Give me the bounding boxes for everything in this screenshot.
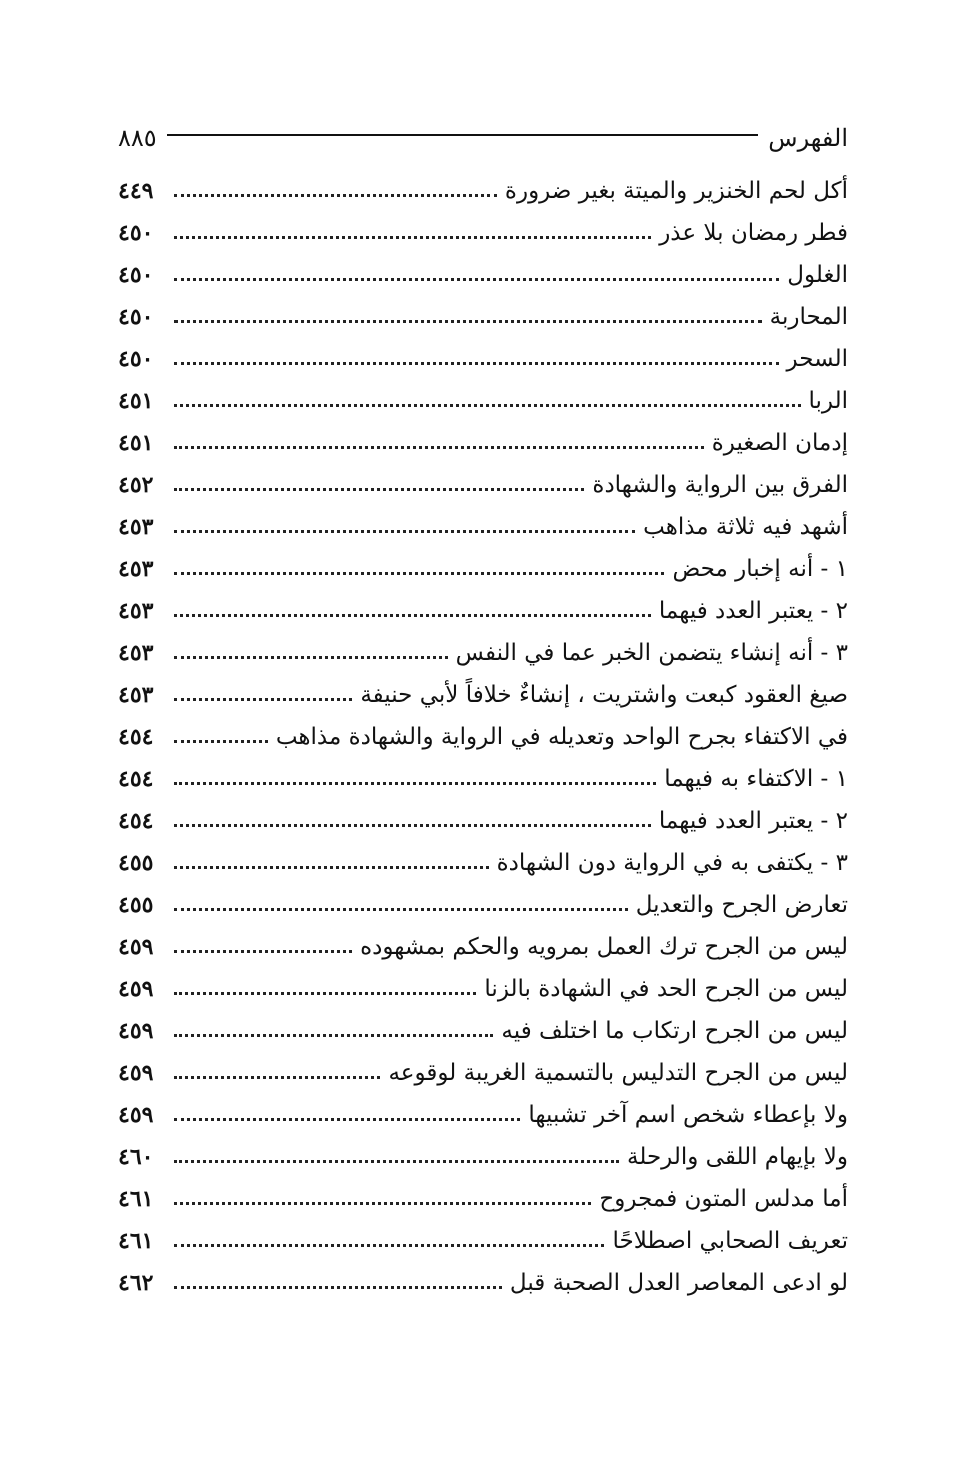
toc-entry [118, 1094, 848, 1136]
toc-entry-title: الغلول [787, 262, 848, 288]
dot-leader [174, 446, 704, 449]
toc-entry-title: تعارض الجرح والتعديل [635, 892, 848, 918]
running-header-title: الفهرس [768, 124, 848, 152]
toc-entry-title: ٢ - يعتبر العدد فيهما [658, 598, 848, 624]
toc-entry [118, 1136, 848, 1178]
toc-entry [118, 1010, 848, 1052]
toc-entry-title: ٣ - أنه إنشاء يتضمن الخبر عما في النفس [455, 640, 848, 666]
toc-entry-page: ٤٦١ [118, 1186, 154, 1212]
toc-entry [118, 926, 848, 968]
dot-leader [174, 1202, 591, 1205]
toc-entry [118, 338, 848, 380]
dot-leader [174, 488, 584, 491]
dot-leader [174, 992, 476, 995]
toc-entry [118, 632, 848, 674]
toc-entry [118, 548, 848, 590]
toc-entry-title: ١ - أنه إخبار محض [672, 556, 848, 582]
dot-leader [174, 1244, 604, 1247]
toc-entry [118, 254, 848, 296]
dot-leader [174, 404, 801, 407]
toc-entry [118, 464, 848, 506]
dot-leader [174, 572, 664, 575]
toc-entry-page: ٤٥٣ [118, 640, 154, 666]
toc-entry [118, 968, 848, 1010]
toc-entry-title: ٣ - يكتفى به في الرواية دون الشهادة [496, 850, 848, 876]
toc-entry [118, 1262, 848, 1304]
toc-entry-page: ٤٤٩ [118, 178, 154, 204]
toc-entry [118, 590, 848, 632]
toc-entry-title: أكل لحم الخنزير والميتة بغير ضرورة [504, 178, 848, 204]
toc-entry-page: ٤٥٥ [118, 892, 154, 918]
header-rule [167, 134, 759, 136]
dot-leader [174, 320, 762, 323]
toc-entry-page: ٤٥٤ [118, 766, 154, 792]
dot-leader [174, 362, 779, 365]
toc-entry-title: تعريف الصحابي اصطلاحًا [612, 1228, 848, 1254]
toc-entry-page: ٤٥٣ [118, 514, 154, 540]
toc-entry-title: المحاربة [769, 304, 848, 330]
toc-entry-page: ٤٥٣ [118, 556, 154, 582]
toc-entry-title: الفرق بين الرواية والشهادة [592, 472, 848, 498]
toc-entry-title: أما مدلس المتون فمجروح [599, 1186, 848, 1212]
toc-entry-page: ٤٥٥ [118, 850, 154, 876]
running-header [118, 118, 848, 158]
toc-entry-page: ٤٦٢ [118, 1270, 154, 1296]
toc-entry [118, 716, 848, 758]
toc-entry-title: ١ - الاكتفاء به فيهما [664, 766, 848, 792]
toc-entry-title: أشهد فيه ثلاثة مذاهب [643, 514, 848, 540]
toc-entry-page: ٤٥١ [118, 430, 154, 456]
dot-leader [174, 1286, 502, 1289]
toc-entry-title: فطر رمضان بلا عذر [659, 220, 848, 246]
dot-leader [174, 1076, 380, 1079]
toc-entry-title: إدمان الصغيرة [711, 430, 848, 456]
dot-leader [174, 866, 489, 869]
toc-entry [118, 758, 848, 800]
dot-leader [174, 824, 651, 827]
toc-entry-title: صيغ العقود كبعت واشتريت ، إنشاءٌ خلافاً لأبي حنيفة [360, 682, 848, 708]
toc-entry-title: ليس من الجرح الحد في الشهادة بالزنا [484, 976, 848, 1002]
toc-entry [118, 296, 848, 338]
dot-leader [174, 1034, 493, 1037]
toc-entry-page: ٤٦١ [118, 1228, 154, 1254]
toc-entry [118, 800, 848, 842]
toc-entry-title: السحر [786, 346, 848, 372]
page-number: ٨٨٥ [118, 124, 157, 152]
toc-entry [118, 506, 848, 548]
toc-entry [118, 842, 848, 884]
dot-leader [174, 908, 628, 911]
dot-leader [174, 782, 656, 785]
toc-entry-page: ٤٥٤ [118, 724, 154, 750]
toc-entry-title: ولا بإيهام اللقى والرحلة [627, 1144, 848, 1170]
toc-entry-title: ليس من الجرح ارتكاب ما اختلف فيه [501, 1018, 848, 1044]
toc-entry [118, 1052, 848, 1094]
toc-entry [118, 170, 848, 212]
dot-leader [174, 236, 651, 239]
dot-leader [174, 194, 497, 197]
dot-leader [174, 530, 635, 533]
toc-entry-page: ٤٥٠ [118, 304, 154, 330]
toc-entry [118, 674, 848, 716]
toc-entry [118, 1178, 848, 1220]
toc-entry-page: ٤٥٩ [118, 976, 154, 1002]
table-of-contents [118, 170, 848, 1304]
toc-entry-title: ولا بإعطاء شخص اسم آخر تشبيها [528, 1102, 848, 1128]
toc-entry-page: ٤٥٢ [118, 472, 154, 498]
toc-entry-page: ٤٥٠ [118, 220, 154, 246]
dot-leader [174, 1160, 619, 1163]
toc-entry-title: الربا [808, 388, 848, 414]
dot-leader [174, 698, 352, 701]
toc-entry-title: ليس من الجرح ترك العمل بمرويه والحكم بمشهوده [360, 934, 848, 960]
toc-entry [118, 884, 848, 926]
dot-leader [174, 1118, 520, 1121]
toc-entry-page: ٤٥٩ [118, 1102, 154, 1128]
toc-entry-page: ٤٥٩ [118, 1060, 154, 1086]
toc-entry-title: ٢ - يعتبر العدد فيهما [658, 808, 848, 834]
toc-entry-page: ٤٥٠ [118, 262, 154, 288]
toc-entry-page: ٤٥٣ [118, 598, 154, 624]
dot-leader [174, 656, 448, 659]
toc-entry [118, 1220, 848, 1262]
toc-entry-page: ٤٥٩ [118, 934, 154, 960]
toc-entry-page: ٤٥٤ [118, 808, 154, 834]
toc-entry-title: في الاكتفاء بجرح الواحد وتعديله في الرواية والشهادة مذاهب [275, 724, 848, 750]
dot-leader [174, 950, 352, 953]
toc-entry-page: ٤٥٠ [118, 346, 154, 372]
toc-entry-page: ٤٥١ [118, 388, 154, 414]
toc-entry-page: ٤٥٩ [118, 1018, 154, 1044]
dot-leader [174, 614, 651, 617]
toc-entry [118, 212, 848, 254]
toc-entry-title: ليس من الجرح التدليس بالتسمية الغريبة لوقوعه [388, 1060, 848, 1086]
toc-entry-title: لو ادعى المعاصر العدل الصحبة قبل [509, 1270, 848, 1296]
toc-entry [118, 380, 848, 422]
dot-leader [174, 278, 779, 281]
toc-entry [118, 422, 848, 464]
toc-entry-page: ٤٥٣ [118, 682, 154, 708]
dot-leader [174, 740, 268, 743]
toc-entry-page: ٤٦٠ [118, 1144, 154, 1170]
